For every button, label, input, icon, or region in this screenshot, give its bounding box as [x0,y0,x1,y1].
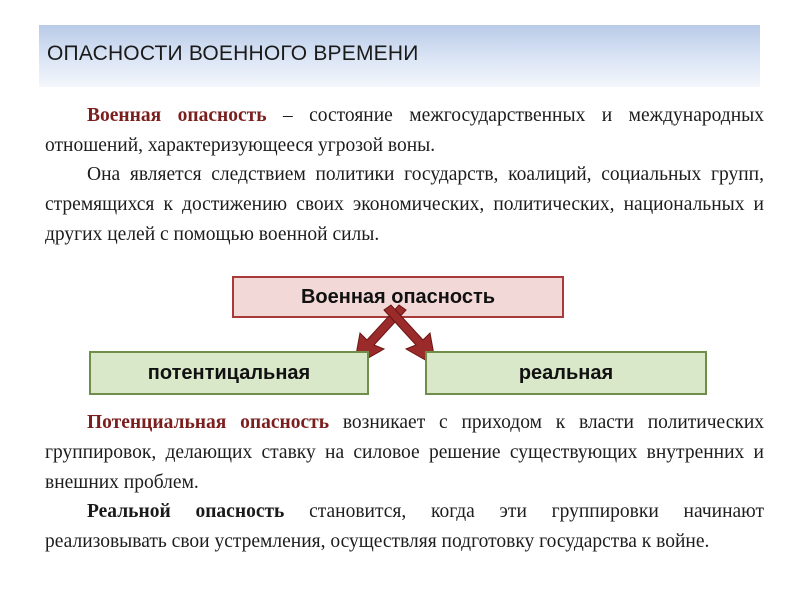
potential-text: возникает с приходом к власти политических группировок, делающих ставку на силовое решение существующих внутренних и внешних проблем. [45,412,765,493]
consequence-text: Она является следствием политики государств, коалиций, социальных групп, стремящихся к достижению своих экономических, политических, национальных и других целей с помощью военной силы. [45,164,764,245]
slide-header [39,25,760,87]
potential-danger-label: потентицальная [147,361,311,384]
potential-term: Потенциальная опасность [87,412,330,433]
consequence-paragraph [45,160,764,250]
slide-title: ОПАСНОСТИ ВОЕННОГО ВРЕМЕНИ [47,42,419,65]
real-text: становится, когда эти группировки начинают реализовывать свои устремления, осуществляя подготовку государства к войне. [45,501,764,552]
real-danger-box [425,351,707,395]
real-paragraph [45,497,764,557]
definition-term: Военная опасность [87,105,267,126]
potential-paragraph [45,408,764,498]
definition-paragraph [45,101,764,161]
military-danger-label: Военная опасность [300,285,496,308]
real-term: Реальной опасность [87,501,285,522]
definition-text: – состояние межгосударственных и международных отношений, характеризующееся угрозой воны. [45,105,764,156]
real-danger-label: реальная [518,361,614,384]
potential-danger-box [89,351,369,395]
